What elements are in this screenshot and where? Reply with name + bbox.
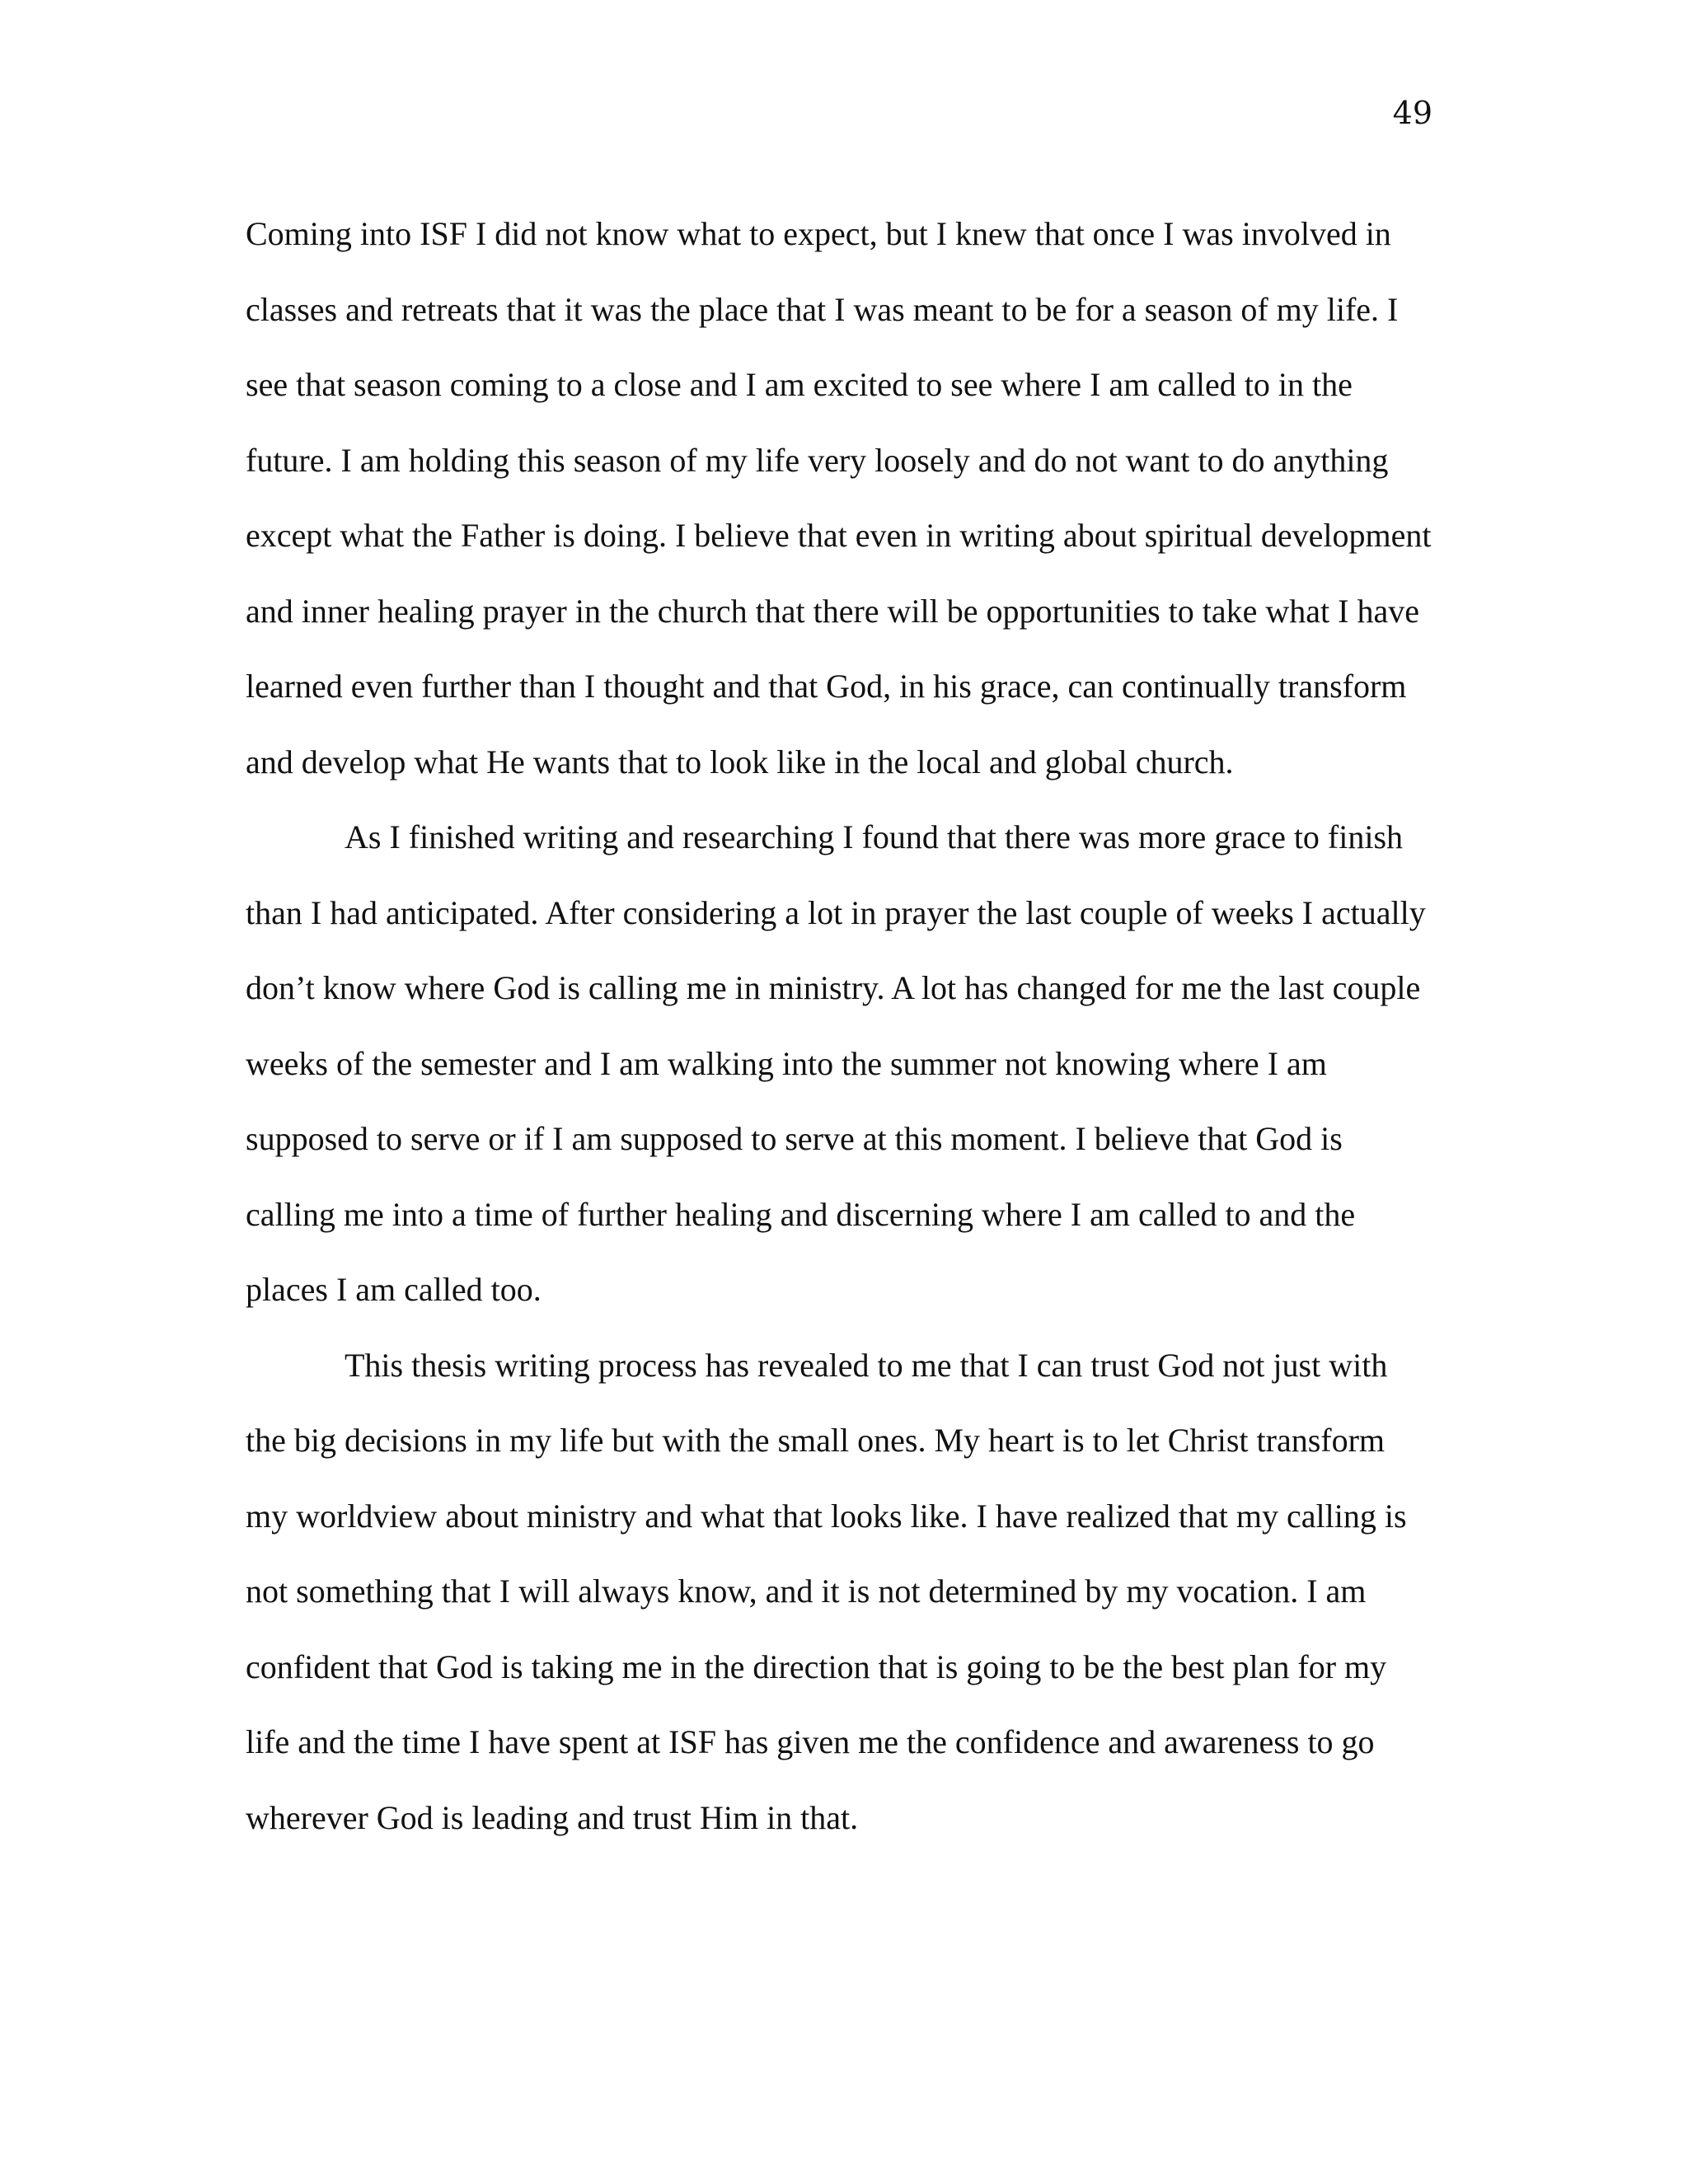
text-line: than I had anticipated. After considering a lot in prayer the last couple of weeks I actually (246, 893, 1426, 931)
text-line: wherever God is leading and trust Him in that. (246, 1798, 859, 1836)
page-number: 49 (1392, 95, 1432, 131)
text-line: the big decisions in my life but with the small ones. My heart is to let Christ transform (246, 1422, 1386, 1459)
text-line: Coming into ISF I did not know what to expect, but I knew that once I was involved in (246, 215, 1391, 252)
text-line: places I am called too. (246, 1271, 542, 1308)
text-line: not something that I will always know, and it is not determined by my vocation. I am (246, 1572, 1367, 1610)
text-line: learned even further than I thought and that God, in his grace, can continually transform (246, 668, 1407, 705)
text-line: weeks of the semester and I am walking into the summer not knowing where I am (246, 1044, 1327, 1082)
text-line: As I finished writing and researching I found that there was more grace to finish (345, 818, 1404, 855)
paragraph-2 (246, 799, 1441, 1328)
text-line: This thesis writing process has revealed to me that I can trust God not just with (345, 1346, 1388, 1384)
text-line: supposed to serve or if I am supposed to serve at this moment. I believe that God is (246, 1120, 1343, 1157)
paragraph-3 (246, 1328, 1441, 1856)
text-line: classes and retreats that it was the place that I was meant to be for a season of my life. I (246, 290, 1399, 328)
text-line: except what the Father is doing. I believe that even in writing about spiritual development (246, 517, 1432, 554)
paragraph-1 (246, 196, 1441, 799)
text-line: and develop what He wants that to look like in the local and global church. (246, 743, 1234, 780)
text-line: future. I am holding this season of my life very loosely and do not want to do anything (246, 441, 1389, 479)
body-text (246, 196, 1441, 1855)
text-line: life and the time I have spent at ISF has given me the confidence and awareness to go (246, 1723, 1375, 1760)
text-line: confident that God is taking me in the direction that is going to be the best plan for my (246, 1647, 1387, 1685)
text-line: my worldview about ministry and what that looks like. I have realized that my calling is (246, 1497, 1407, 1535)
text-line: and inner healing prayer in the church that there will be opportunities to take what I have (246, 592, 1419, 630)
text-line: don’t know where God is calling me in ministry. A lot has changed for me the last couple (246, 969, 1421, 1006)
text-line: see that season coming to a close and I am excited to see where I am called to in the (246, 366, 1353, 403)
text-line: calling me into a time of further healing and discerning where I am called to and the (246, 1195, 1356, 1233)
